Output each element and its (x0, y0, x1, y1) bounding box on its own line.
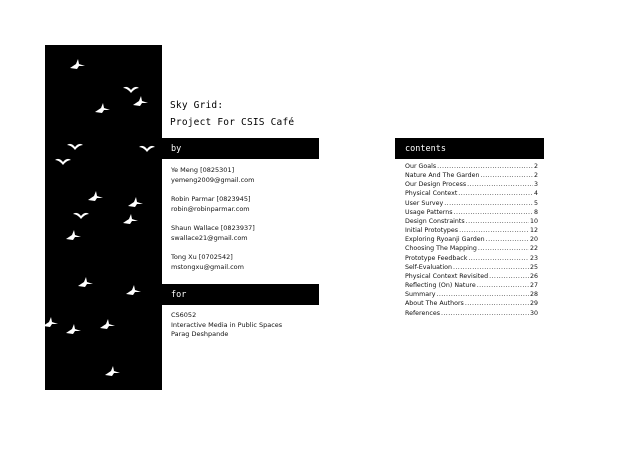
toc-entry-title: Reflecting (On) Nature (405, 282, 476, 290)
toc-entry-title: About The Authors (405, 300, 464, 308)
bird-icon (123, 87, 139, 93)
authors-list (171, 166, 316, 282)
bird-icon (126, 285, 141, 295)
toc-entry-page: 12 (529, 227, 538, 235)
toc-entry-title: Choosing The Mapping (405, 245, 477, 253)
toc-leader-dots (480, 171, 533, 180)
toc-leader-dots (465, 299, 529, 308)
title-line-1: Sky Grid: (170, 100, 224, 111)
bird-icon (88, 191, 103, 201)
toc-entry-title: Our Design Process (405, 181, 467, 189)
bird-icon (78, 277, 93, 287)
author-entry (171, 224, 316, 243)
bird-icon (66, 324, 81, 334)
title-line-2: Project For CSIS Café (170, 117, 295, 128)
toc-leader-dots (477, 281, 529, 290)
toc-leader-dots (458, 189, 533, 198)
toc-entry-page: 2 (533, 163, 538, 170)
contents-heading: contents (405, 143, 446, 154)
author-name: Tong Xu [0702542] (171, 252, 233, 261)
toc-leader-dots (489, 272, 529, 281)
toc-entry-title: Summary (405, 291, 436, 299)
toc-leader-dots (444, 199, 533, 208)
toc-entry[interactable] (405, 272, 538, 281)
toc-entry-title: Self-Evaluation (405, 263, 452, 271)
toc-entry-title: Usage Patterns (405, 208, 453, 216)
toc-entry-page: 5 (533, 199, 538, 207)
bird-icon (70, 59, 85, 69)
by-heading: by (171, 143, 182, 154)
bird-icon (105, 366, 120, 376)
for-heading-bar (162, 284, 319, 305)
author-name: Robin Parmar [0823945] (171, 194, 251, 203)
by-heading-bar (162, 138, 319, 159)
author-email: swallace21@gmail.com (171, 233, 248, 242)
toc-leader-dots (467, 180, 533, 189)
toc-entry[interactable] (405, 235, 538, 244)
toc-entry-page: 20 (529, 236, 538, 244)
birds-illustration (45, 45, 162, 390)
author-email: yemeng2009@gmail.com (171, 175, 255, 184)
bird-icon (133, 96, 148, 106)
toc-leader-dots (436, 290, 529, 299)
document-title (170, 97, 294, 131)
toc-entry-page: 22 (529, 245, 538, 253)
toc-entry-page: 25 (529, 263, 538, 271)
toc-leader-dots (453, 263, 529, 272)
bird-icon (100, 319, 115, 329)
toc-entry-page: 27 (529, 282, 538, 290)
author-name: Shaun Wallace [0823937] (171, 223, 255, 232)
toc-entry-title: Our Goals (405, 163, 437, 170)
bird-icon (45, 317, 58, 327)
toc-entry-page: 26 (529, 272, 538, 280)
toc-leader-dots (466, 217, 529, 226)
toc-entry-page: 2 (533, 172, 538, 180)
toc-leader-dots (486, 235, 529, 244)
toc-leader-dots (437, 162, 533, 171)
bird-icon (66, 230, 81, 240)
toc-leader-dots (468, 254, 529, 263)
toc-entry-page: 8 (533, 208, 538, 216)
contents-heading-bar (395, 138, 544, 159)
toc-entry-page: 30 (529, 309, 538, 317)
toc-entry-page: 29 (529, 300, 538, 308)
bird-icon (123, 214, 138, 224)
toc-leader-dots (441, 309, 529, 318)
toc-entry[interactable] (405, 199, 538, 208)
toc-entry[interactable] (405, 162, 538, 171)
bird-icon (139, 146, 155, 152)
toc-entry-title: Initial Prototypes (405, 227, 459, 235)
bird-icon (55, 159, 71, 165)
toc-entry[interactable] (405, 309, 538, 318)
author-entry (171, 253, 316, 272)
toc-entry-page: 4 (533, 190, 538, 198)
toc-entry-title: User Survey (405, 199, 444, 207)
toc-entry-page: 10 (529, 217, 538, 225)
toc-entry-title: Prototype Feedback (405, 254, 468, 262)
toc-entry-title: References (405, 309, 440, 317)
toc-entry-title: Physical Context (405, 190, 458, 198)
toc-entry[interactable] (405, 281, 538, 290)
toc-leader-dots (459, 226, 529, 235)
bird-graphic-panel (45, 45, 162, 390)
toc-entry[interactable] (405, 189, 538, 198)
bird-icon (73, 213, 89, 219)
toc-entry[interactable] (405, 217, 538, 226)
toc-entry[interactable] (405, 180, 538, 189)
toc-entry-title: Nature And The Garden (405, 172, 480, 180)
toc-leader-dots (478, 244, 529, 253)
toc-entry[interactable] (405, 254, 538, 263)
author-email: mstongxu@gmail.com (171, 262, 244, 271)
bird-icon (95, 103, 110, 113)
table-of-contents (405, 162, 538, 318)
toc-entry[interactable] (405, 263, 538, 272)
course-info (171, 311, 282, 340)
course-name: Interactive Media in Public Spaces (171, 320, 283, 329)
author-entry (171, 195, 316, 214)
toc-entry-page: 28 (529, 291, 538, 299)
toc-entry-page: 3 (533, 181, 538, 189)
toc-entry[interactable] (405, 299, 538, 308)
bird-icon (67, 144, 83, 150)
toc-entry[interactable] (405, 208, 538, 217)
author-email: robin@robinparmar.com (171, 204, 250, 213)
toc-entry-page: 23 (529, 254, 538, 262)
course-code: CS6052 (171, 311, 197, 319)
toc-entry[interactable] (405, 226, 538, 235)
toc-entry-title: Physical Context Revisited (405, 272, 489, 280)
toc-entry[interactable] (405, 290, 538, 299)
for-heading: for (171, 289, 187, 300)
instructor-name: Parag Deshpande (171, 330, 229, 339)
bird-icon (128, 197, 143, 207)
toc-leader-dots (454, 208, 533, 217)
toc-entry-title: Design Constraints (405, 217, 465, 225)
author-name: Ye Meng [0825301] (171, 166, 235, 174)
toc-entry[interactable] (405, 244, 538, 253)
author-entry (171, 166, 316, 185)
toc-entry[interactable] (405, 171, 538, 180)
toc-entry-title: Exploring Ryoanji Garden (405, 236, 485, 244)
